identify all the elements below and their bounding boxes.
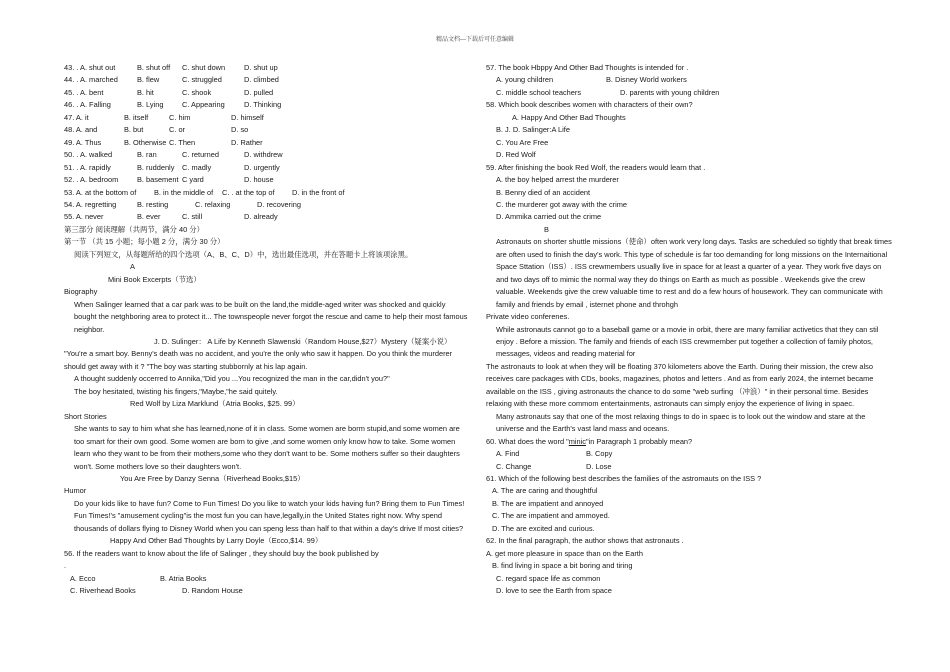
humor-heading: Humor [64,486,87,496]
cloze-row [64,62,468,74]
option: B. ruddenly [137,162,175,172]
option: C. him [169,112,191,122]
option: 44. . A. marched [64,75,118,85]
option: C. madly [182,162,212,172]
question-60-options-ab [486,448,892,460]
biography-heading: Biography [64,287,98,297]
option: D. urgently [244,162,280,172]
part3-heading: 第三部分 阅读理解（共两节，满分 40 分） [64,224,205,234]
option: B. Otherwise [124,137,167,147]
question-57: 57. The book Hbppy And Other Bad Thoughts is intended for . [486,63,689,72]
option: D. Red Wolf [496,150,536,160]
short-stories-text: She wants to say to him what she has learned,none of it in class. Some women are borm stupid,and some women are too smart for their own good. Some women are born to give ,and some women only know how to take. Some women learn who they want to be from their mothers,some who they don't want to be. Some mothers suffer so their daughters won't. Some mothers love so their daughters won't. [74,424,460,471]
option: D. love to see the Earth from space [496,586,612,596]
option: B. itself [124,112,149,122]
option: A. get more pleasure in space than on the Earth [486,548,643,558]
option: B. Benny died of an accident [496,187,591,197]
option: 54. A. regretting [64,199,117,209]
cloze-row [64,74,468,86]
cloze-options [64,62,468,224]
option: A. The are caring and thoughtful [492,486,598,496]
mystery-text-3: The boy hesitated, twisting his fingers,"Maybe,"he said quitely. [74,386,278,396]
section1-heading: 第一节 （共 15 小题；每小题 2 分，满分 30 分） [64,237,225,247]
option: D. recovering [257,199,301,209]
question-61: 61. Which of the following best describes the families of the astromauts on the ISS ? [486,473,762,483]
option: D. Random House [182,586,243,596]
option: C. . at the top of [222,187,275,197]
cloze-row [64,112,468,124]
option: D. shut up [244,63,278,72]
humor-source: Happy And Other Bad Thoughts by Larry Doyle（Ecco,$14. 99） [110,536,323,546]
option: C. The are impatient and ammoyed. [492,511,610,521]
option: D. in the front of [292,187,345,197]
option: B. hit [137,87,154,97]
option: A. Happy And Other Bad Thoughts [512,112,626,122]
option: C. You Are Free [496,137,549,147]
left-column [64,62,468,597]
option: D. so [231,125,249,135]
option: A. young children [496,75,554,85]
option: 43. . A. shut out [64,63,116,72]
short-stories-heading: Short Stories [64,411,107,421]
page-header: 精品文档---下载后可任意编辑 [436,37,514,43]
option: C. Change [496,461,532,471]
option: C. shut down [182,63,226,72]
cloze-row [64,211,468,223]
humor-text: Do your kids like to have fun? Come to Fun Times! Do you like to watch your kids having fun? Bring them to Fun Times! Fun Times!'s "amusement cycling"is the most fun you can have,legally,in the United States right now. Why spend thousands of dollars flying to Disney World when you can speng less than half to that within a day's drive If most cities? [74,498,465,533]
question-57-options-ab [486,74,892,86]
option: A. the boy helped arrest the murderer [496,175,619,185]
passage-a-label: A [130,262,135,272]
option: B. flew [137,75,160,85]
mystery-source: Red Wolf by Liza Marklund（Atria Books, $25. 99） [130,399,300,409]
cloze-row [64,99,468,111]
option: B. shut off [137,63,171,72]
option: C. returned [182,150,219,160]
option: 48. A. and [64,125,98,135]
option: D. Thinking [244,100,282,110]
option: 53. A. at the bottom of [64,187,137,197]
option: C. Riverhead Books [70,586,136,596]
passage-b-paragraph-1: Astronauts on shorter shuttle missions（使命）often work very long days. Tasks are scheduled so tightly that break times are often used to finish the day's work. This type of schedule is far too demanding for long missions on the Internaitional Space Sttation（ISS）. ISS crewmembers usually live in space for at least a quarter of a year. They work five days on and two days off to mimic the normal way they do things on Earth as much as possible . Weekends give the crew valuable. Weekends give the crew valuable time to rest and do a few hours of housework. They can communicate with family and friends by email , isternet phone and throhgh [496,237,892,309]
underlined-word: minic [568,436,586,446]
cloze-row [64,87,468,99]
option: D. already [244,212,278,222]
biography-text: When Salinger learned that a car park was to be built on the land,the middle-aged writer was shocked and quickly bought the netghboring area to protect it... The townspeople never forgot the rescue and came to help their most famous neighbor. [74,299,468,334]
option: C. relaxing [195,199,231,209]
option: B. find living in space a bit boring and tiring [492,561,633,571]
option: D. Lose [586,461,612,471]
option: B. Disney World workers [606,75,687,85]
mystery-text-1: "You're a smart boy. Benny's death was no accident, and you're the only who saw it happen. Do you think the murderer should get away with it ? "The boy was starting stubbornly at his lap again. [64,349,453,371]
option: C. Appearing [182,100,225,110]
option: 55. A. never [64,212,104,222]
option: C yard [182,175,204,185]
option: 45. . A. bent [64,87,104,97]
cloze-row [64,124,468,136]
option: C. the murderer got away with the crime [496,199,628,209]
option: B. but [124,125,144,135]
option: B. resting [137,199,169,209]
short-stories-source: You Are Free by Danzy Senna（Riverhead Books,$15） [120,473,305,483]
right-column [486,62,892,597]
option: C. middle school teachers [496,87,582,97]
question-57-options-cd [486,87,892,99]
biography-source: J. D. Sulinger： A Life by Kenneth Slawenski（Random House,$27）Mystery（疑案小说） [154,336,452,346]
cloze-row [64,187,468,199]
option: B. Lying [137,100,164,110]
option: 49. A. Thus [64,137,102,147]
question-60-options-cd [486,461,892,473]
option: C. Then [169,137,196,147]
option: D. house [244,175,274,185]
option: B. Atria Books [160,573,207,583]
passage-b-paragraph-4: Many astronauts say that one of the most relaxing things to do in spaec is to look out the window and stare at the universe and the Earth's vast land mass and oceans. [496,411,866,434]
passage-b-paragraph-1-tail: Private video conferenes. [486,312,570,322]
option: C. still [182,212,203,222]
option: B. J. D. Salinger:A Life [496,125,570,135]
option: C. struggled [182,75,222,85]
option: C. or [169,125,186,135]
option: D. Ammika carried out the crime [496,212,602,222]
option: C. regard space life as common [496,573,601,583]
option: D. pulled [244,87,274,97]
option: A. Ecco [70,573,96,583]
reading-instruction: 阅读下列短文，从每题所给的四个选项（A、B、C、D）中，选出最佳选项，并在答题卡上将该项涂黑。 [74,249,413,259]
option: B. ever [137,212,161,222]
option: D. himself [231,112,264,122]
cloze-row [64,149,468,161]
option: C. shook [182,87,212,97]
cloze-row [64,162,468,174]
question-60: 60. What does the word "minic"in Paragraph 1 probably mean? [486,436,693,446]
passage-b-paragraph-3: The astronauts to look at when they will be floating 370 kilometers above the Earth. During their mission, the crew also receives care packages with CDs, books, magazines, photos and letters . And as from early 2024, the internet became available on the ISS , giving astronauts the chance to do some "web surfing （冲浪）" in their personal time. Besides relaxing with these more commom entertainments, astronauts can simply enjoy the experience of living in spaec. [486,361,874,409]
option: D. The are excited and curious. [492,523,595,533]
option: B. Copy [586,449,613,459]
option: B. The are impatient and annoyed [492,498,604,508]
option: 51. . A. rapidly [64,162,111,172]
cloze-row [64,174,468,186]
cloze-row [64,199,468,211]
option: 52. . A. bedroom [64,175,119,185]
question-56: 56. If the readers want to know about the life of Salinger , they should buy the book published by [64,548,379,558]
cloze-row [64,137,468,149]
mystery-text-2: A thought suddenly occerred to Annika,"Did you ...You recognized the man in the car,didn't you?" [74,374,390,384]
question-58: 58. Which book describes women with characters of their own? [486,100,693,110]
option: 46. . A. Falling [64,100,111,110]
question-56-options-ab [64,573,468,585]
passage-b-label: B [544,224,549,234]
question-56-dot: . [64,561,67,571]
option: 50. . A. walked [64,150,113,160]
option: 47. A. it [64,112,89,122]
question-62: 62. In the final paragraph, the author shows that astronauts . [486,536,684,546]
question-56-options-cd [64,585,468,597]
option: A. Find [496,449,520,459]
option: B. basement [137,175,179,185]
option: B. in the middle of [154,187,214,197]
passage-b-paragraph-2: While astronauts cannot go to a baseball game or a movie in orbit, there are many familiar activetics that they can stil enjoy . Before a mission. The family and friends of each ISS crewmember put together a collection of family photos, messages, videos and reading material for [496,324,879,359]
option: D. climbed [244,75,279,85]
question-59: 59. After finishing the book Red Wolf, the readers would learn that . [486,162,706,172]
option: D. Rather [231,137,263,147]
passage-a-title: Mini Book Excerpts（节选） [108,274,201,284]
option: D. parents with young children [620,87,720,97]
option: B. ran [137,150,157,160]
option: D. withdrew [244,150,283,160]
